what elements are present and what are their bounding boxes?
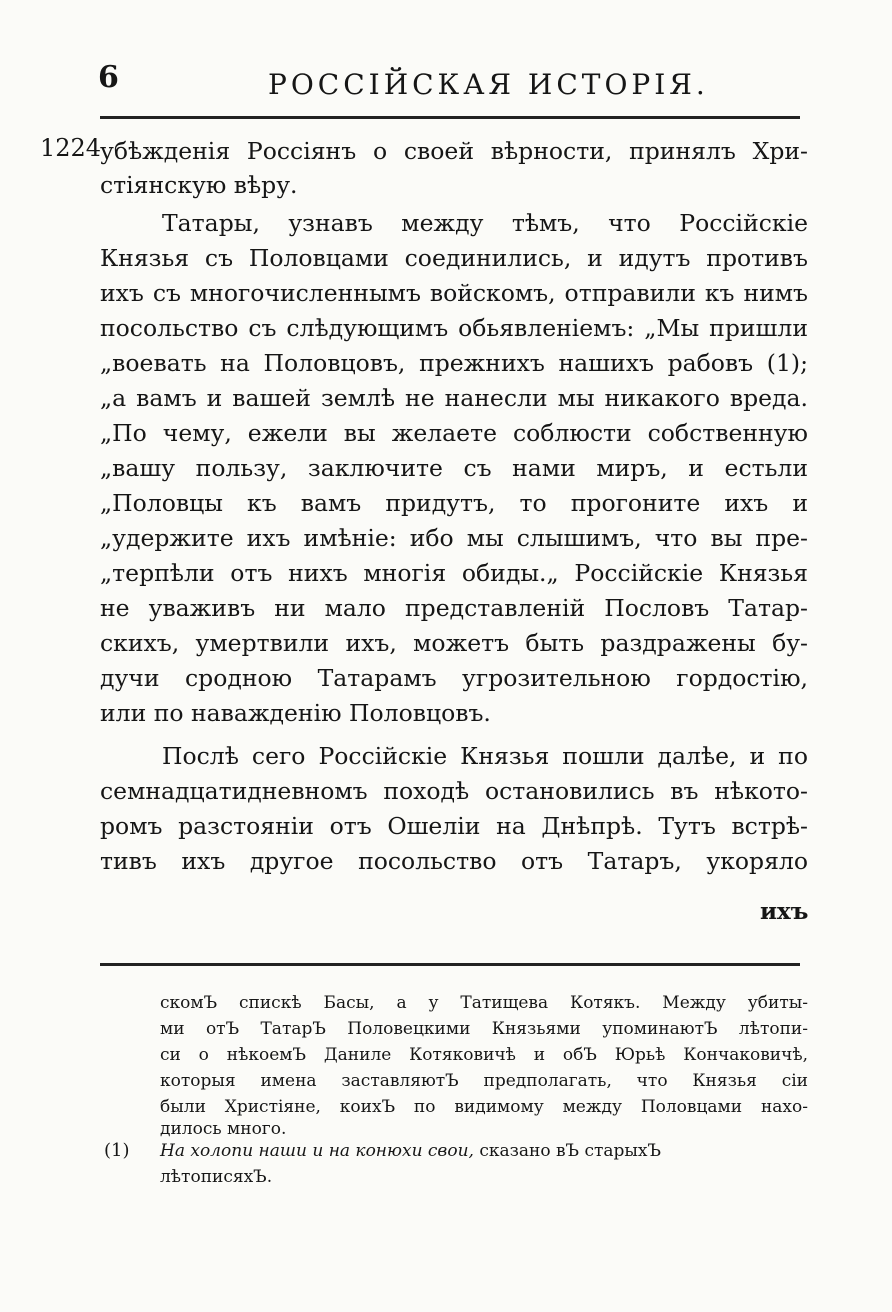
footnote-line: ми отЪ ТатарЪ Половецкими Князьями упоминаютЪ лѣтопи- — [160, 1019, 808, 1039]
running-head: РОССІЙСКАЯ ИСТОРІЯ. — [268, 68, 709, 101]
catchword: ихъ — [760, 898, 809, 925]
footnote-line: были Христіяне, коихЪ по видимому между Половцами нахо- — [160, 1097, 808, 1117]
body-line: ромъ разстояніи отъ Ошеліи на Днѣпрѣ. Тутъ встрѣ- — [100, 812, 808, 840]
footnote-line: си о нѣкоемЪ Даниле Котяковичѣ и обЪ Юрьѣ Кончаковичѣ, — [160, 1045, 808, 1065]
margin-year: 1224 — [40, 134, 102, 162]
body-line: „Половцы къ вамъ придутъ, то прогоните ихъ и — [100, 489, 808, 517]
body-line: не уваживъ ни мало представленій Пословъ Татар- — [100, 594, 808, 622]
body-line: Послѣ сего Россійскіе Князья пошли далѣе, и по — [162, 742, 808, 770]
body-line: или по наважденію Половцовъ. — [100, 699, 491, 727]
body-line: посольство съ слѣдующимъ обьявленіемъ: „Мы пришли — [100, 314, 808, 342]
body-line: „удержите ихъ имѣніе: ибо мы слышимъ, что вы пре- — [100, 524, 808, 552]
footnote-text: сказано вЪ старыхЪ — [473, 1141, 662, 1161]
body-line: убѣжденія Россіянъ о своей вѣрности, принялъ Хри- — [100, 137, 808, 165]
header-rule — [100, 116, 800, 119]
body-line: Князья съ Половцами соединились, и идутъ противъ — [100, 244, 808, 272]
body-line: семнадцатидневномъ походѣ остановились въ нѣкото- — [100, 777, 808, 805]
footnote-rule — [100, 963, 800, 966]
body-line: „а вамъ и вашей землѣ не нанесли мы никакого вреда. — [100, 384, 808, 412]
page-number: 6 — [98, 60, 119, 95]
footnote-line: дилось много. — [160, 1119, 287, 1139]
footnote-note — [160, 1138, 808, 1164]
body-line: скихъ, умертвили ихъ, можетъ быть раздражены бу- — [100, 629, 808, 657]
body-line: „вашу пользу, заключите съ нами миръ, и естьли — [100, 454, 808, 482]
footnote-line: которыя имена заставляютЪ предполагать, что Князья сіи — [160, 1071, 808, 1091]
footnote-marker: (1) — [104, 1140, 130, 1161]
body-line: стіянскую вѣру. — [100, 171, 298, 199]
body-line: дучи сродною Татарамъ угрозительною гордостію, — [100, 664, 808, 692]
body-line: „терпѣли отъ нихъ многія обиды.„ Россійскіе Князья — [100, 559, 808, 587]
body-line: ихъ съ многочисленнымъ войскомъ, отправили къ нимъ — [100, 279, 808, 307]
footnote-note-line2: лѣтописяхЪ. — [160, 1167, 273, 1187]
body-line: Татары, узнавъ между тѣмъ, что Россійскіе — [162, 209, 808, 237]
body-line: „По чему, ежели вы желаете соблюсти собственную — [100, 419, 808, 447]
footnote-italic-quote: На холопи наши и на конюхи свои, — [160, 1141, 474, 1161]
body-line: тивъ ихъ другое посольство отъ Татаръ, укоряло — [100, 847, 808, 875]
body-line: „воевать на Половцовъ, прежнихъ нашихъ рабовъ (1); — [100, 349, 808, 377]
footnote-line: скомЪ спискѣ Басы, а у Татищева Котякъ. Между убиты- — [160, 993, 808, 1013]
